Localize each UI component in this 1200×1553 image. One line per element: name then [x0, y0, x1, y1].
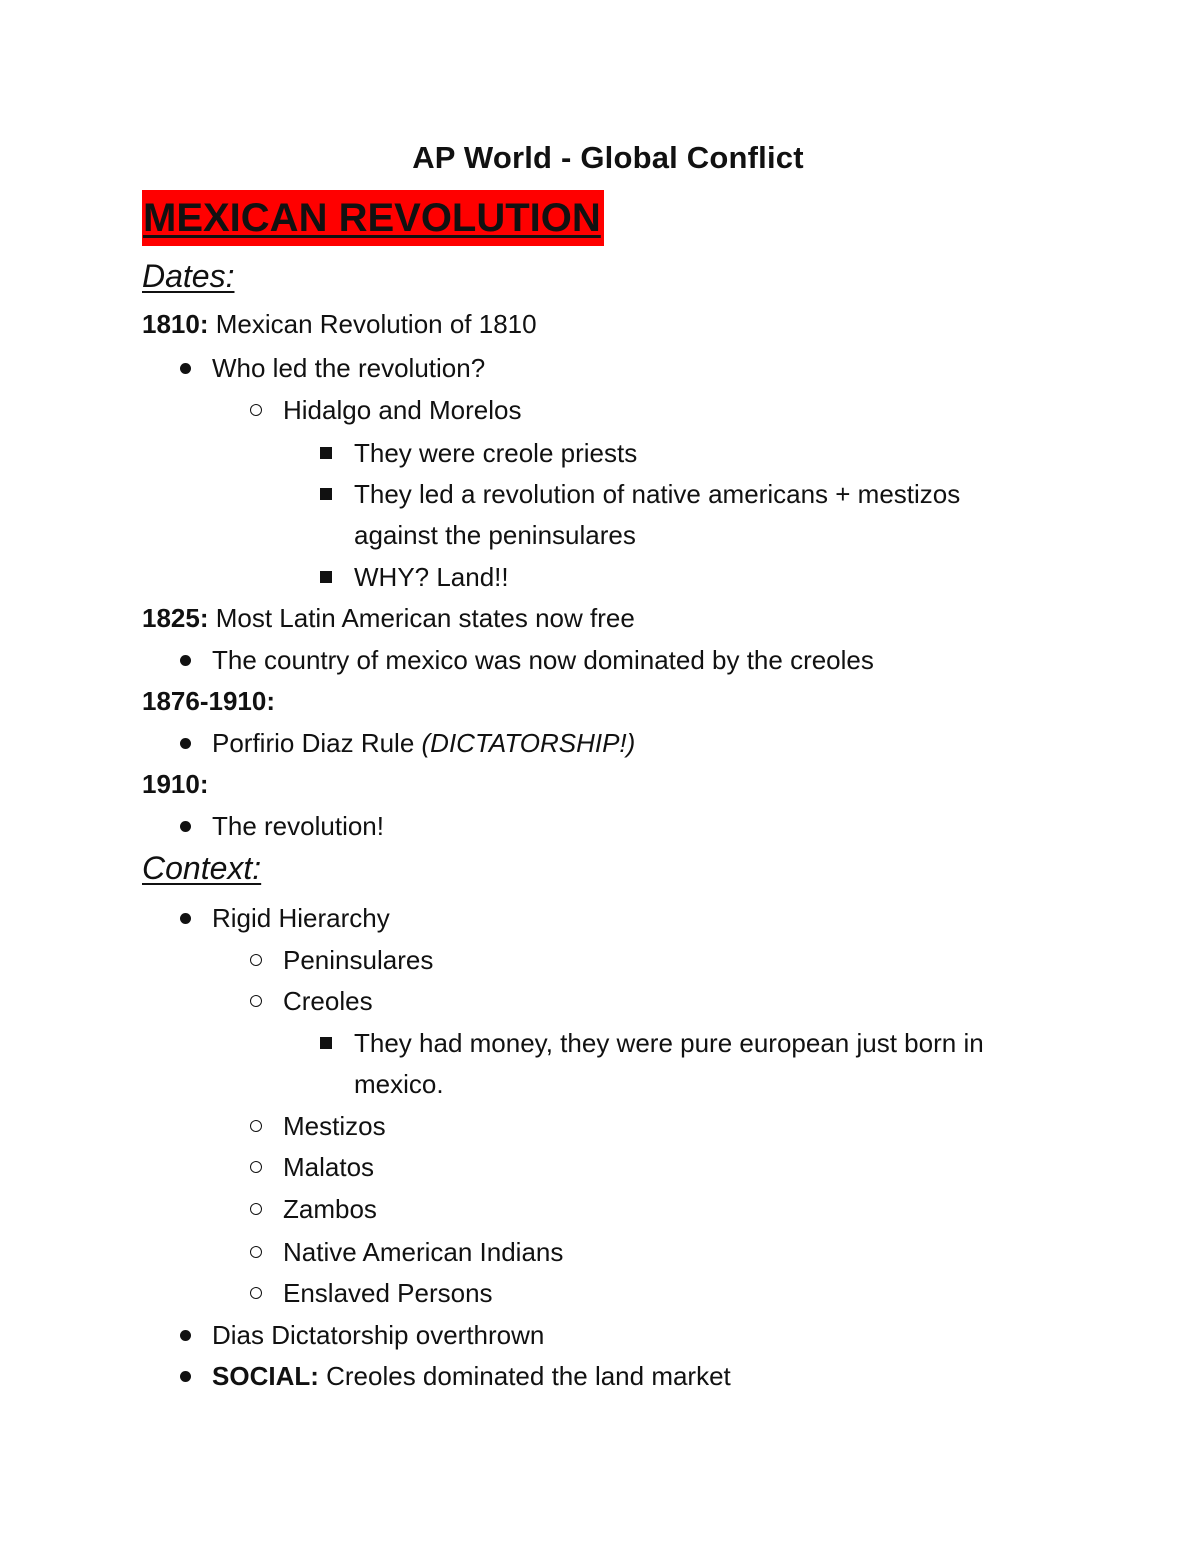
peninsulares-item: Peninsulares [283, 945, 434, 975]
porfirio-item [212, 726, 635, 760]
date-1876-label: 1876-1910: [142, 686, 275, 716]
the-revolution-item: The revolution! [212, 811, 384, 841]
document-title: AP World - Global Conflict [412, 140, 804, 175]
porfirio-text: Porfirio Diaz Rule [212, 728, 422, 758]
social-text: Creoles dominated the land market [318, 1361, 731, 1391]
dias-item: Dias Dictatorship overthrown [212, 1320, 545, 1350]
malatos-item: Malatos [283, 1152, 375, 1182]
date-1825-text: Most Latin American states now free [208, 603, 635, 633]
led-revolution-item-cont: against the peninsulares [354, 520, 636, 550]
mestizos-item: Mestizos [283, 1111, 386, 1141]
why-land-item: WHY? Land!! [354, 562, 509, 592]
creole-priests-item: They were creole priests [354, 438, 638, 468]
rigid-hierarchy-item: Rigid Hierarchy [212, 903, 390, 933]
creoles-note-item-cont: mexico. [354, 1069, 444, 1099]
zambos-item: Zambos [283, 1194, 377, 1224]
date-1810-label: 1810: [142, 309, 209, 339]
date-1910-label: 1910: [142, 769, 209, 799]
context-heading: Context: [142, 850, 262, 886]
creoles-note-item: They had money, they were pure european just born in [354, 1028, 984, 1058]
dictatorship-text: (DICTATORSHIP!) [421, 728, 636, 758]
date-1825-line [142, 601, 635, 635]
who-led-item: Who led the revolution? [212, 353, 486, 383]
section-title-highlighted: MEXICAN REVOLUTION [142, 190, 604, 246]
hidalgo-item: Hidalgo and Morelos [283, 395, 522, 425]
native-american-item: Native American Indians [283, 1237, 564, 1267]
enslaved-item: Enslaved Persons [283, 1278, 493, 1308]
social-label: SOCIAL: [212, 1361, 319, 1391]
creoles-item: Creoles [283, 986, 373, 1016]
date-1810-line [142, 307, 537, 341]
social-item [212, 1359, 731, 1393]
dominated-item: The country of mexico was now dominated by the creoles [212, 645, 874, 675]
date-1825-label: 1825: [142, 603, 209, 633]
dates-heading: Dates: [142, 258, 235, 294]
led-revolution-item: They led a revolution of native americans + mestizos [354, 479, 961, 509]
date-1810-text: Mexican Revolution of 1810 [208, 309, 537, 339]
